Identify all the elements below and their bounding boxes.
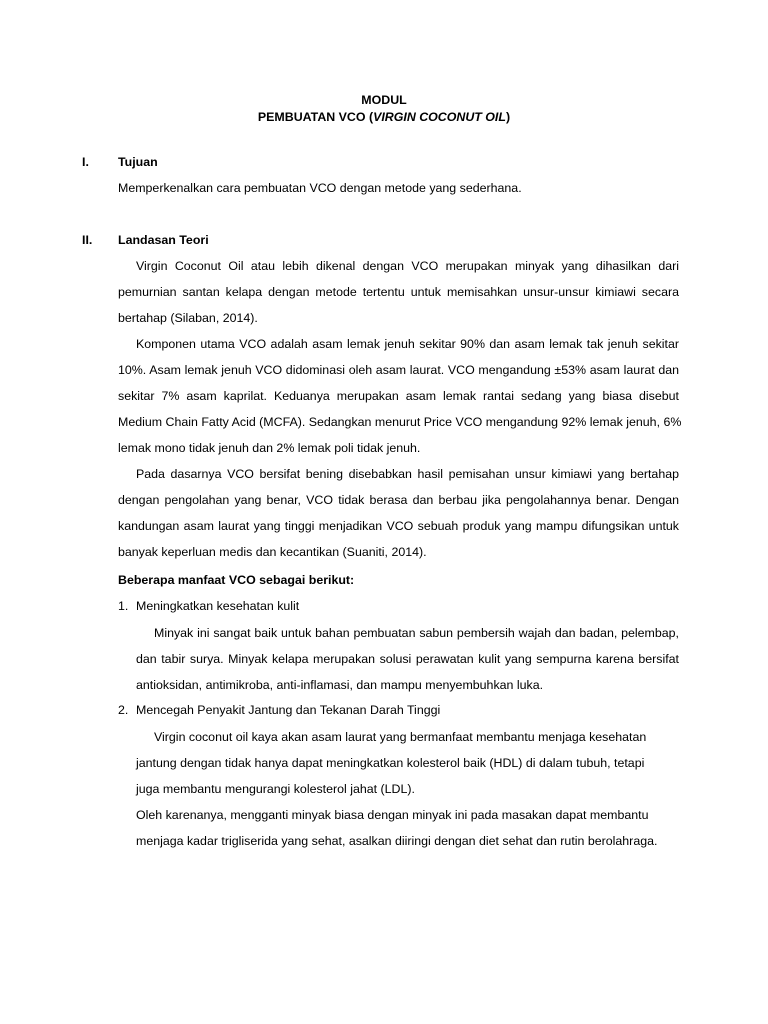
section-numeral-2: II. (82, 233, 93, 247)
para1-line: bertahap (Silaban, 2014). (118, 311, 258, 325)
benefit-1-line: dan tabir surya. Minyak kelapa merupakan solusi perawatan kulit yang sempurna karena bersifat (136, 652, 679, 666)
para2-line: Medium Chain Fatty Acid (MCFA). Sedangkan menurut Price VCO mengandung 92% lemak jenuh, 6% (118, 415, 682, 429)
benefit-2-line: juga membantu mengurangi kolesterol jahat (LDL). (136, 782, 415, 796)
benefit-2-line: Oleh karenanya, mengganti minyak biasa dengan minyak ini pada masakan dapat membantu (136, 808, 649, 822)
module-subtitle (0, 110, 768, 124)
subtitle-suffix: ) (505, 110, 511, 124)
benefit-title-heart: Mencegah Penyakit Jantung dan Tekanan Darah Tinggi (136, 703, 441, 717)
module-title: MODUL (361, 93, 407, 107)
list-number-2: 2. (118, 703, 129, 717)
para3-line: dengan pengolahan yang benar, VCO tidak berasa dan berbau jika pengolahannya benar. Dengan (118, 493, 679, 507)
benefit-2-line: Virgin coconut oil kaya akan asam laurat yang bermanfaat membantu menjaga kesehatan (154, 730, 647, 744)
benefit-1-line: antioksidan, antimikroba, anti-inflamasi, dan mampu menyembuhkan luka. (136, 678, 544, 692)
para2-line: lemak mono tidak jenuh dan 2% lemak poli tidak jenuh. (118, 441, 421, 455)
benefit-1-line: Minyak ini sangat baik untuk bahan pembuatan sabun pembersih wajah dan badan, pelembap, (154, 626, 679, 640)
section-numeral-1: I. (82, 155, 89, 169)
para2-line: Komponen utama VCO adalah asam lemak jenuh sekitar 90% dan asam lemak tak jenuh sekitar (136, 337, 679, 351)
section-heading-tujuan: Tujuan (118, 155, 158, 169)
list-number-1: 1. (118, 599, 129, 613)
subtitle-italic: VIRGIN COCONUT OIL (373, 110, 506, 124)
tujuan-text: Memperkenalkan cara pembuatan VCO dengan metode yang sederhana. (118, 181, 522, 195)
para3-line: kandungan asam laurat yang tinggi menjadikan VCO sebuah produk yang mampu difungsikan untuk (118, 519, 679, 533)
benefits-intro: Beberapa manfaat VCO sebagai berikut: (118, 573, 355, 587)
section-heading-landasan-teori: Landasan Teori (118, 233, 209, 247)
benefit-2-line: jantung dengan tidak hanya dapat meningkatkan kolesterol baik (HDL) di dalam tubuh, tetapi (136, 756, 645, 770)
para1-line: pemurnian santan kelapa dengan metode tertentu untuk memisahkan unsur-unsur kimiawi secara (118, 285, 679, 299)
subtitle-prefix: PEMBUATAN VCO ( (257, 110, 374, 124)
para1-line: Virgin Coconut Oil atau lebih dikenal dengan VCO merupakan minyak yang dihasilkan dari (136, 259, 679, 273)
para3-line: banyak keperluan medis dan kecantikan (Suaniti, 2014). (118, 545, 427, 559)
para3-line: Pada dasarnya VCO bersifat bening disebabkan hasil pemisahan unsur kimiawi yang bertahap (136, 467, 679, 481)
benefit-2-line: menjaga kadar trigliserida yang sehat, asalkan diiringi dengan diet sehat dan rutin berolahraga. (136, 834, 658, 848)
para2-line: 10%. Asam lemak jenuh VCO didominasi oleh asam laurat. VCO mengandung ±53% asam laurat dan (118, 363, 679, 377)
benefit-title-skin: Meningkatkan kesehatan kulit (136, 599, 300, 613)
para2-line: sekitar 7% asam kaprilat. Keduanya merupakan asam lemak rantai sedang yang biasa disebut (118, 389, 679, 403)
